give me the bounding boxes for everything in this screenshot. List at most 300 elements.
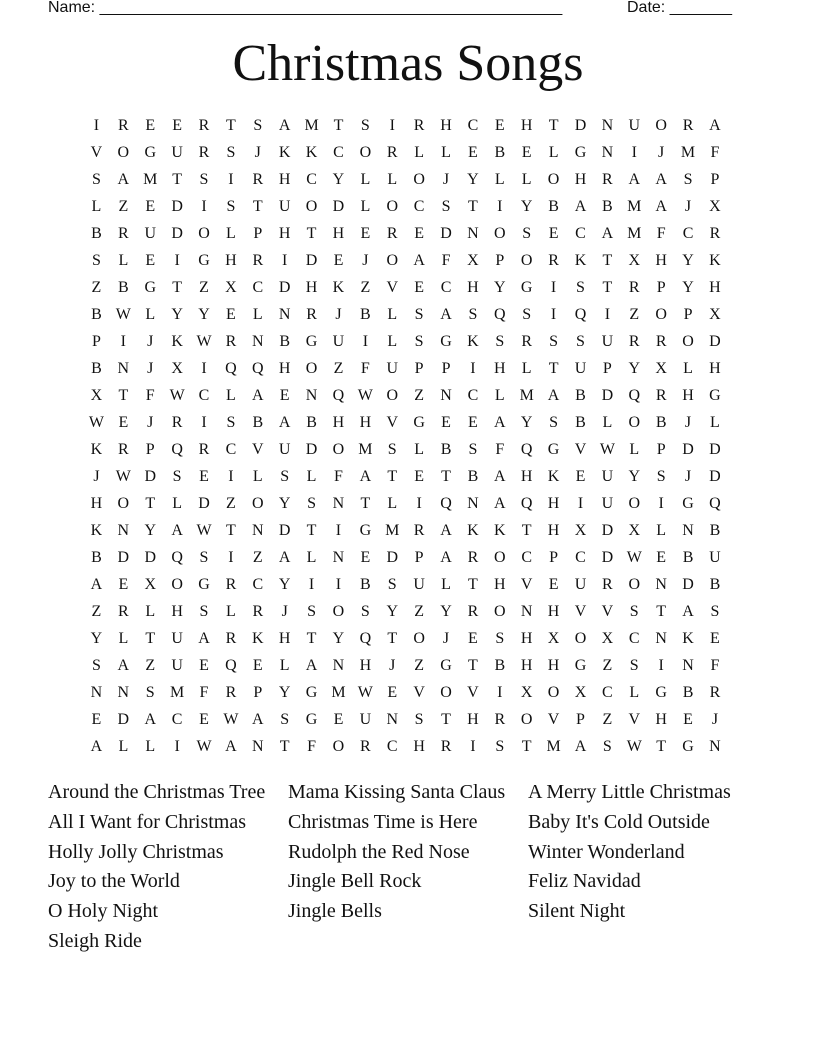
grid-letter[interactable]: Y [682, 279, 694, 296]
grid-letter[interactable]: L [602, 414, 613, 431]
grid-letter[interactable]: C [171, 711, 183, 728]
grid-letter[interactable]: X [709, 306, 721, 323]
grid-letter[interactable]: R [655, 387, 667, 404]
grid-letter[interactable]: J [147, 333, 154, 350]
grid-letter[interactable]: G [547, 441, 560, 458]
grid-letter[interactable]: T [387, 630, 398, 647]
grid-letter[interactable]: N [117, 360, 130, 377]
grid-letter[interactable]: I [201, 198, 207, 215]
grid-letter[interactable]: H [413, 738, 425, 755]
grid-letter[interactable]: B [575, 387, 586, 404]
grid-letter[interactable]: R [198, 441, 210, 458]
grid-letter[interactable]: N [252, 333, 264, 350]
grid-letter[interactable]: I [550, 306, 557, 323]
grid-letter[interactable]: S [414, 333, 424, 350]
grid-letter[interactable]: N [655, 630, 667, 647]
grid-letter[interactable]: Z [602, 657, 613, 674]
grid-letter[interactable]: E [172, 117, 182, 134]
grid-letter[interactable]: E [414, 225, 425, 242]
grid-letter[interactable]: A [90, 576, 103, 593]
grid-letter[interactable]: K [305, 144, 318, 161]
grid-letter[interactable]: P [91, 333, 101, 350]
grid-letter[interactable]: G [359, 522, 372, 539]
grid-letter[interactable]: U [413, 576, 425, 593]
grid-letter[interactable]: I [228, 549, 234, 566]
grid-letter[interactable]: L [145, 306, 156, 323]
grid-letter[interactable]: H [467, 711, 479, 728]
grid-letter[interactable]: U [628, 117, 641, 134]
grid-letter[interactable]: I [470, 738, 476, 755]
grid-letter[interactable]: E [199, 657, 209, 674]
grid-letter[interactable]: W [196, 522, 212, 539]
grid-letter[interactable]: H [547, 495, 560, 512]
grid-letter[interactable]: G [574, 657, 587, 674]
grid-letter[interactable]: D [682, 441, 694, 458]
grid-letter[interactable]: S [576, 333, 585, 350]
grid-letter[interactable]: L [145, 603, 156, 620]
grid-letter[interactable]: T [279, 738, 290, 755]
grid-letter[interactable]: W [626, 738, 642, 755]
grid-letter[interactable]: S [360, 117, 370, 134]
grid-letter[interactable]: D [305, 252, 318, 269]
grid-letter[interactable]: Z [226, 495, 236, 512]
grid-letter[interactable]: I [174, 252, 180, 269]
grid-letter[interactable]: A [574, 738, 587, 755]
grid-letter[interactable]: G [655, 684, 667, 701]
grid-letter[interactable]: M [304, 117, 319, 134]
grid-letter[interactable]: A [628, 171, 641, 188]
grid-letter[interactable]: P [414, 549, 424, 566]
grid-letter[interactable]: D [386, 549, 399, 566]
grid-letter[interactable]: R [682, 117, 694, 134]
grid-letter[interactable]: H [332, 225, 345, 242]
grid-letter[interactable]: C [306, 171, 317, 188]
grid-letter[interactable]: I [308, 576, 315, 593]
grid-letter[interactable]: J [442, 171, 450, 188]
grid-letter[interactable]: B [494, 144, 506, 161]
grid-letter[interactable]: Z [414, 603, 425, 620]
grid-letter[interactable]: T [306, 630, 317, 647]
grid-letter[interactable]: U [359, 711, 372, 728]
grid-letter[interactable]: I [201, 360, 207, 377]
grid-letter[interactable]: F [710, 144, 720, 161]
grid-letter[interactable]: D [709, 441, 721, 458]
grid-letter[interactable]: B [91, 225, 102, 242]
grid-letter[interactable]: W [88, 414, 104, 431]
grid-letter[interactable]: S [91, 171, 101, 188]
grid-letter[interactable]: N [252, 738, 264, 755]
grid-letter[interactable]: Y [682, 252, 694, 269]
grid-letter[interactable]: D [574, 117, 587, 134]
grid-letter[interactable]: N [332, 549, 345, 566]
grid-letter[interactable]: Y [520, 414, 533, 431]
grid-letter[interactable]: D [440, 225, 452, 242]
grid-letter[interactable]: C [521, 549, 533, 566]
grid-letter[interactable]: G [682, 738, 694, 755]
grid-letter[interactable]: X [574, 522, 587, 539]
grid-letter[interactable]: N [278, 306, 291, 323]
grid-letter[interactable]: N [332, 657, 345, 674]
grid-letter[interactable]: P [602, 360, 612, 377]
grid-letter[interactable]: U [171, 630, 183, 647]
grid-letter[interactable]: L [387, 333, 398, 350]
grid-letter[interactable]: V [601, 603, 614, 620]
grid-letter[interactable]: S [145, 684, 155, 701]
grid-letter[interactable]: C [198, 387, 210, 404]
grid-letter[interactable]: O [332, 738, 345, 755]
grid-letter[interactable]: Y [198, 306, 210, 323]
grid-letter[interactable]: A [655, 198, 667, 215]
grid-letter[interactable]: E [548, 225, 559, 242]
grid-letter[interactable]: S [360, 603, 370, 620]
grid-letter[interactable]: Q [225, 360, 237, 377]
grid-letter[interactable]: B [655, 414, 667, 431]
grid-letter[interactable]: O [655, 306, 667, 323]
grid-letter[interactable]: H [655, 711, 667, 728]
grid-letter[interactable]: T [521, 522, 532, 539]
grid-letter[interactable]: I [658, 495, 664, 512]
grid-letter[interactable]: U [601, 333, 614, 350]
grid-letter[interactable]: N [252, 522, 264, 539]
grid-letter[interactable]: E [333, 252, 344, 269]
grid-letter[interactable]: R [171, 414, 183, 431]
grid-letter[interactable]: R [467, 603, 479, 620]
grid-letter[interactable]: C [252, 576, 264, 593]
grid-letter[interactable]: X [574, 684, 587, 701]
grid-letter[interactable]: H [494, 576, 506, 593]
grid-letter[interactable]: B [682, 684, 694, 701]
grid-letter[interactable]: R [118, 441, 129, 458]
grid-letter[interactable]: R [198, 117, 210, 134]
grid-letter[interactable]: R [709, 225, 721, 242]
grid-letter[interactable]: D [709, 468, 721, 485]
grid-letter[interactable]: N [682, 522, 694, 539]
grid-letter[interactable]: S [199, 549, 209, 566]
grid-letter[interactable]: T [468, 576, 478, 593]
grid-letter[interactable]: S [307, 495, 317, 512]
grid-letter[interactable]: B [306, 414, 317, 431]
grid-letter[interactable]: D [305, 441, 318, 458]
grid-letter[interactable]: T [548, 360, 559, 377]
grid-letter[interactable]: I [497, 684, 503, 701]
grid-letter[interactable]: F [199, 684, 209, 701]
grid-letter[interactable]: Z [602, 711, 613, 728]
grid-letter[interactable]: A [440, 549, 452, 566]
grid-letter[interactable]: C [440, 279, 452, 296]
grid-letter[interactable]: B [575, 414, 586, 431]
grid-letter[interactable]: B [494, 657, 506, 674]
grid-letter[interactable]: I [604, 306, 611, 323]
grid-letter[interactable]: R [494, 711, 506, 728]
grid-letter[interactable]: T [656, 738, 667, 755]
grid-letter[interactable]: E [252, 657, 263, 674]
grid-letter[interactable]: N [305, 387, 318, 404]
grid-letter[interactable]: J [147, 414, 154, 431]
grid-letter[interactable]: S [495, 630, 505, 647]
grid-letter[interactable]: R [225, 576, 237, 593]
grid-letter[interactable]: T [548, 117, 559, 134]
grid-letter[interactable]: R [709, 684, 721, 701]
grid-letter[interactable]: F [360, 360, 370, 377]
grid-letter[interactable]: G [305, 333, 318, 350]
grid-letter[interactable]: P [495, 252, 505, 269]
grid-letter[interactable]: K [547, 468, 560, 485]
grid-letter[interactable]: E [414, 279, 425, 296]
grid-letter[interactable]: M [385, 522, 400, 539]
grid-letter[interactable]: X [171, 360, 183, 377]
grid-letter[interactable]: W [196, 738, 212, 755]
grid-letter[interactable]: I [577, 495, 584, 512]
grid-letter[interactable]: Q [171, 441, 183, 458]
grid-letter[interactable]: R [225, 684, 237, 701]
grid-letter[interactable]: Y [278, 576, 291, 593]
grid-letter[interactable]: G [709, 387, 721, 404]
grid-letter[interactable]: H [332, 414, 345, 431]
grid-letter[interactable]: H [547, 603, 560, 620]
grid-letter[interactable]: T [360, 495, 371, 512]
grid-letter[interactable]: H [547, 522, 560, 539]
grid-letter[interactable]: L [521, 171, 532, 188]
grid-letter[interactable]: R [413, 522, 425, 539]
grid-letter[interactable]: G [198, 576, 210, 593]
date-field[interactable]: Date: _______ [627, 0, 732, 16]
grid-letter[interactable]: H [520, 630, 533, 647]
grid-letter[interactable]: M [331, 684, 346, 701]
grid-letter[interactable]: Q [628, 387, 641, 404]
grid-letter[interactable]: L [252, 468, 263, 485]
grid-letter[interactable]: Y [520, 198, 533, 215]
grid-letter[interactable]: A [90, 738, 103, 755]
grid-letter[interactable]: O [628, 576, 641, 593]
grid-letter[interactable]: D [117, 549, 130, 566]
grid-letter[interactable]: O [413, 630, 425, 647]
grid-letter[interactable]: J [93, 468, 100, 485]
grid-letter[interactable]: D [601, 387, 614, 404]
grid-letter[interactable]: R [118, 225, 129, 242]
grid-letter[interactable]: B [279, 333, 291, 350]
grid-letter[interactable]: H [520, 657, 533, 674]
grid-letter[interactable]: E [441, 414, 451, 431]
grid-letter[interactable]: L [360, 198, 371, 215]
grid-letter[interactable]: B [91, 306, 102, 323]
grid-letter[interactable]: H [440, 117, 452, 134]
grid-letter[interactable]: C [602, 684, 613, 701]
grid-letter[interactable]: J [147, 360, 154, 377]
grid-letter[interactable]: A [198, 630, 210, 647]
grid-letter[interactable]: H [494, 360, 506, 377]
grid-letter[interactable]: Y [278, 684, 291, 701]
grid-letter[interactable]: A [440, 306, 452, 323]
grid-letter[interactable]: I [416, 495, 422, 512]
grid-letter[interactable]: L [494, 171, 505, 188]
grid-letter[interactable]: H [520, 468, 533, 485]
grid-letter[interactable]: H [709, 360, 721, 377]
grid-letter[interactable]: V [547, 711, 560, 728]
grid-letter[interactable]: O [117, 495, 130, 512]
grid-letter[interactable]: V [628, 711, 641, 728]
grid-letter[interactable]: I [282, 252, 288, 269]
grid-letter[interactable]: A [278, 414, 291, 431]
grid-letter[interactable]: O [520, 252, 533, 269]
grid-letter[interactable]: B [91, 360, 102, 377]
grid-letter[interactable]: L [172, 495, 182, 512]
grid-letter[interactable]: A [117, 657, 130, 674]
grid-letter[interactable]: L [387, 306, 398, 323]
grid-letter[interactable]: O [252, 495, 264, 512]
grid-letter[interactable]: I [174, 738, 180, 755]
grid-letter[interactable]: O [547, 171, 560, 188]
grid-letter[interactable]: W [626, 549, 642, 566]
grid-letter[interactable]: X [655, 360, 667, 377]
grid-letter[interactable]: P [414, 360, 424, 377]
grid-letter[interactable]: I [362, 333, 369, 350]
grid-letter[interactable]: R [118, 603, 129, 620]
grid-letter[interactable]: R [252, 603, 264, 620]
grid-letter[interactable]: O [386, 198, 399, 215]
grid-letter[interactable]: H [547, 657, 560, 674]
grid-letter[interactable]: K [467, 522, 479, 539]
grid-letter[interactable]: T [521, 738, 532, 755]
grid-letter[interactable]: T [145, 630, 156, 647]
grid-letter[interactable]: A [494, 468, 506, 485]
grid-letter[interactable]: C [333, 144, 344, 161]
grid-letter[interactable]: X [547, 630, 560, 647]
grid-letter[interactable]: T [172, 279, 182, 296]
grid-letter[interactable]: T [306, 225, 317, 242]
grid-letter[interactable]: I [631, 144, 637, 161]
grid-letter[interactable]: R [386, 225, 398, 242]
grid-letter[interactable]: D [171, 225, 183, 242]
grid-letter[interactable]: E [226, 306, 236, 323]
grid-letter[interactable]: T [387, 468, 398, 485]
grid-letter[interactable]: A [682, 603, 694, 620]
grid-letter[interactable]: R [655, 333, 667, 350]
grid-letter[interactable]: C [225, 441, 237, 458]
grid-letter[interactable]: A [440, 522, 452, 539]
grid-letter[interactable]: H [225, 252, 237, 269]
grid-letter[interactable]: Z [333, 360, 344, 377]
grid-letter[interactable]: J [684, 198, 692, 215]
grid-letter[interactable]: K [709, 252, 721, 269]
grid-letter[interactable]: N [467, 495, 479, 512]
grid-letter[interactable]: A [709, 117, 721, 134]
grid-letter[interactable]: S [387, 576, 397, 593]
grid-letter[interactable]: A [359, 468, 372, 485]
grid-letter[interactable]: I [228, 468, 234, 485]
grid-letter[interactable]: L [548, 144, 559, 161]
grid-letter[interactable]: Q [252, 360, 264, 377]
grid-letter[interactable]: W [357, 387, 373, 404]
grid-letter[interactable]: T [441, 468, 451, 485]
grid-letter[interactable]: B [118, 279, 129, 296]
grid-letter[interactable]: A [305, 657, 318, 674]
grid-letter[interactable]: L [226, 603, 236, 620]
grid-letter[interactable]: Y [90, 630, 103, 647]
grid-letter[interactable]: A [494, 414, 506, 431]
grid-letter[interactable]: D [144, 549, 156, 566]
grid-letter[interactable]: U [171, 144, 183, 161]
grid-letter[interactable]: H [574, 171, 587, 188]
grid-letter[interactable]: H [90, 495, 103, 512]
grid-letter[interactable]: G [305, 711, 318, 728]
grid-letter[interactable]: L [629, 684, 640, 701]
grid-letter[interactable]: Z [629, 306, 640, 323]
grid-letter[interactable]: Q [225, 657, 237, 674]
grid-letter[interactable]: Y [628, 360, 641, 377]
grid-letter[interactable]: O [359, 144, 372, 161]
grid-letter[interactable]: W [169, 387, 185, 404]
grid-letter[interactable]: K [494, 522, 506, 539]
grid-letter[interactable]: D [278, 279, 291, 296]
grid-letter[interactable]: F [307, 738, 317, 755]
grid-letter[interactable]: L [279, 657, 290, 674]
grid-letter[interactable]: E [710, 630, 720, 647]
grid-letter[interactable]: S [91, 252, 101, 269]
grid-letter[interactable]: O [440, 684, 452, 701]
grid-letter[interactable]: D [709, 333, 721, 350]
grid-letter[interactable]: E [360, 549, 371, 566]
grid-letter[interactable]: C [682, 225, 694, 242]
grid-letter[interactable]: H [278, 225, 291, 242]
grid-letter[interactable]: X [628, 522, 641, 539]
grid-letter[interactable]: V [520, 576, 533, 593]
grid-letter[interactable]: V [467, 684, 479, 701]
grid-letter[interactable]: V [90, 144, 103, 161]
grid-letter[interactable]: S [280, 468, 290, 485]
grid-letter[interactable]: W [196, 333, 212, 350]
grid-letter[interactable]: Z [118, 198, 129, 215]
grid-letter[interactable]: Y [440, 603, 452, 620]
grid-letter[interactable]: L [441, 576, 451, 593]
grid-letter[interactable]: S [387, 441, 397, 458]
grid-letter[interactable]: B [709, 576, 721, 593]
grid-letter[interactable]: S [710, 603, 720, 620]
grid-letter[interactable]: Q [171, 549, 183, 566]
grid-letter[interactable]: J [442, 630, 450, 647]
grid-letter[interactable]: D [198, 495, 210, 512]
grid-letter[interactable]: T [468, 657, 478, 674]
grid-letter[interactable]: O [305, 198, 318, 215]
grid-letter[interactable]: E [468, 144, 478, 161]
grid-letter[interactable]: T [602, 279, 613, 296]
grid-letter[interactable]: L [226, 387, 236, 404]
grid-letter[interactable]: J [684, 414, 692, 431]
grid-letter[interactable]: A [494, 495, 506, 512]
grid-letter[interactable]: J [362, 252, 369, 269]
grid-letter[interactable]: O [628, 495, 641, 512]
grid-letter[interactable]: C [575, 225, 586, 242]
grid-letter[interactable]: J [658, 144, 665, 161]
grid-letter[interactable]: W [599, 441, 615, 458]
grid-letter[interactable]: Z [360, 279, 371, 296]
grid-letter[interactable]: Z [91, 603, 102, 620]
grid-letter[interactable]: E [145, 252, 156, 269]
grid-letter[interactable]: D [144, 468, 156, 485]
grid-letter[interactable]: E [494, 117, 505, 134]
grid-letter[interactable]: H [655, 252, 667, 269]
grid-letter[interactable]: H [171, 603, 183, 620]
grid-letter[interactable]: G [682, 495, 694, 512]
grid-letter[interactable]: R [360, 738, 371, 755]
grid-letter[interactable]: J [711, 711, 719, 728]
grid-letter[interactable]: E [333, 711, 344, 728]
grid-letter[interactable]: T [468, 198, 478, 215]
grid-letter[interactable]: R [252, 171, 264, 188]
grid-letter[interactable]: N [655, 576, 667, 593]
grid-letter[interactable]: P [253, 684, 263, 701]
grid-letter[interactable]: L [710, 414, 720, 431]
grid-letter[interactable]: D [117, 711, 130, 728]
